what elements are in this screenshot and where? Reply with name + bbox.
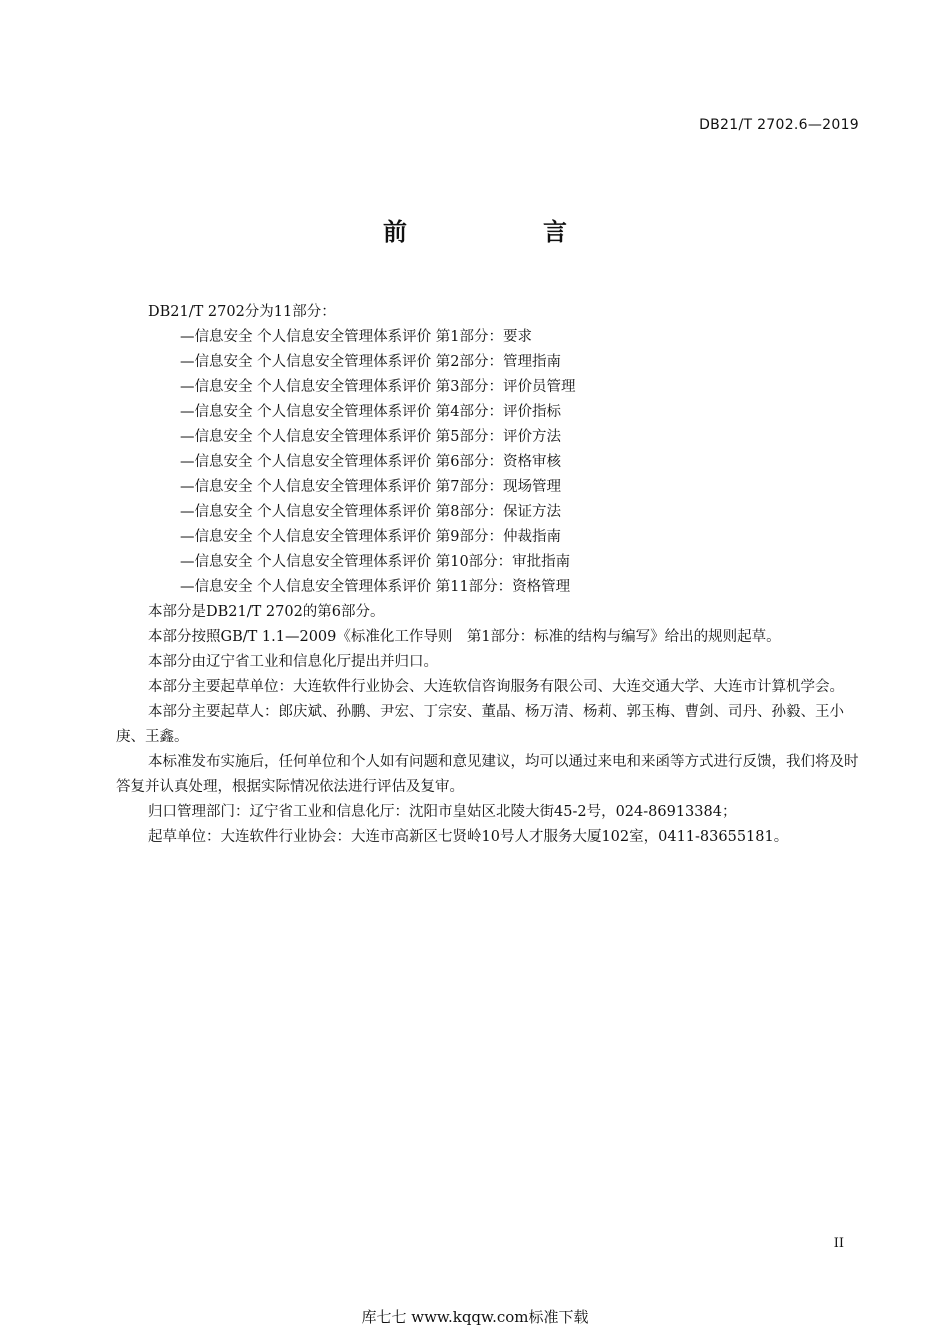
list-item: —信息安全 个人信息安全管理体系评价 第8部分：保证方法 xyxy=(180,504,561,520)
paragraph: 本部分由辽宁省工业和信息化厅提出并归口。 xyxy=(148,654,438,670)
footer-watermark: 库七七 www.kqqw.com标准下载 xyxy=(361,1308,589,1326)
parts-list xyxy=(116,325,862,600)
paragraph: 本标准发布实施后，任何单位和个人如有问题和意见建议，均可以通过来电和来函等方式进行反馈，我们将及时答复并认真处理，根据实际情况依法进行评估及复审。 xyxy=(116,754,859,795)
list-item: —信息安全 个人信息安全管理体系评价 第3部分：评价员管理 xyxy=(180,379,576,395)
list-item: —信息安全 个人信息安全管理体系评价 第11部分：资格管理 xyxy=(180,579,571,595)
paragraph: 本部分按照GB/T 1.1—2009《标准化工作导则 第1部分：标准的结构与编写》给出的规则起草。 xyxy=(148,629,781,645)
list-item: —信息安全 个人信息安全管理体系评价 第2部分：管理指南 xyxy=(180,354,561,370)
list-item: —信息安全 个人信息安全管理体系评价 第6部分：资格审核 xyxy=(180,454,561,470)
paragraph: 本部分主要起草单位：大连软件行业协会、大连软信咨询服务有限公司、大连交通大学、大连市计算机学会。 xyxy=(148,679,844,695)
paragraph: 本部分主要起草人：郎庆斌、孙鹏、尹宏、丁宗安、董晶、杨万清、杨莉、郭玉梅、曹剑、司丹、孙毅、王小庚、王鑫。 xyxy=(116,704,844,745)
paragraph: 起草单位：大连软件行业协会：大连市高新区七贤岭10号人才服务大厦102室，0411-83655181。 xyxy=(148,829,789,845)
list-item: —信息安全 个人信息安全管理体系评价 第1部分：要求 xyxy=(180,329,532,345)
list-item: —信息安全 个人信息安全管理体系评价 第9部分：仲裁指南 xyxy=(180,529,561,545)
document-body xyxy=(116,300,862,850)
page-title: 前 言 xyxy=(383,218,623,246)
paragraph: 本部分是DB21/T 2702的第6部分。 xyxy=(148,604,385,620)
list-item: —信息安全 个人信息安全管理体系评价 第4部分：评价指标 xyxy=(180,404,561,420)
list-item: —信息安全 个人信息安全管理体系评价 第7部分：现场管理 xyxy=(180,479,561,495)
paragraph: 归口管理部门：辽宁省工业和信息化厅：沈阳市皇姑区北陵大街45-2号，024-86913384； xyxy=(148,804,737,820)
intro-paragraph: DB21/T 2702分为11部分： xyxy=(148,304,336,320)
list-item: —信息安全 个人信息安全管理体系评价 第5部分：评价方法 xyxy=(180,429,561,445)
page-number: II xyxy=(833,1236,844,1251)
list-item: —信息安全 个人信息安全管理体系评价 第10部分：审批指南 xyxy=(180,554,571,570)
standard-id: DB21/T 2702.6—2019 xyxy=(699,117,859,133)
